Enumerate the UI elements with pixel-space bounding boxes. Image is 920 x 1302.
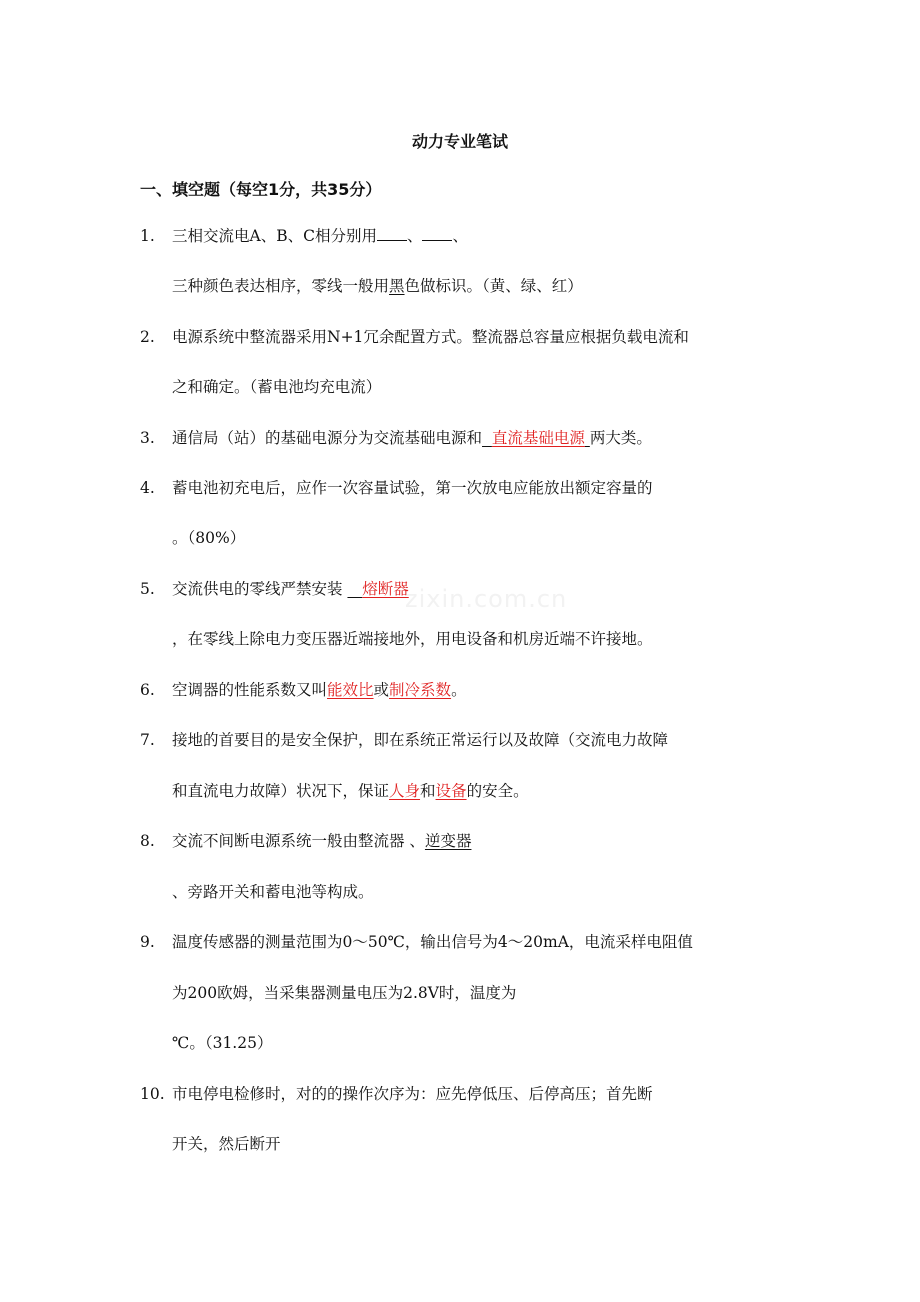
question-9-line-2: 为200欧姆，当采集器测量电压为2.8V时，温度为 <box>172 984 517 1002</box>
question-1-line-2 <box>172 276 583 296</box>
question-9-line-3: ℃。（31.25） <box>172 1034 273 1052</box>
question-7-line-2 <box>172 781 529 801</box>
question-8-line-2: 、旁路开关和蓄电池等构成。 <box>172 883 374 901</box>
question-text: 和直流电力故障）状况下，保证 <box>172 782 390 800</box>
separator: 、 <box>406 227 423 245</box>
answer-blank <box>422 226 452 241</box>
question-2-line-2: 之和确定。（蓄电池均充电流） <box>172 378 382 396</box>
question-text: 空调器的性能系数又叫 <box>172 681 328 699</box>
answer-blank-leading <box>482 429 492 447</box>
question-text: 通信局（站）的基础电源分为交流基础电源和 <box>172 429 483 447</box>
question-text: 。 <box>451 681 467 699</box>
question-4-line-2: 。（80%） <box>172 529 246 547</box>
question-9-line-1: 温度传感器的测量范围为0～50℃，输出信号为4～20mA，电流采样电阻值 <box>172 933 693 951</box>
section-heading: 一、填空题（每空1分，共35分） <box>140 180 382 199</box>
question-number: 9. <box>140 933 155 951</box>
question-7-line-1: 接地的首要目的是安全保护，即在系统正常运行以及故障（交流电力故障 <box>172 731 669 749</box>
question-number: 4. <box>140 479 155 497</box>
question-text: 色做标识。（黄、绿、红） <box>404 277 583 295</box>
question-4-line-1: 蓄电池初充电后，应作一次容量试验，第一次放电应能放出额定容量的 <box>172 479 653 497</box>
answer-text: 黑 <box>389 277 405 295</box>
question-number: 7. <box>140 731 155 749</box>
question-text: 的安全。 <box>466 782 529 800</box>
question-10-line-1: 市电停电检修时，对的的操作次序为：应先停低压、后停高压；首先断 <box>172 1085 653 1103</box>
question-number: 5. <box>140 580 155 598</box>
question-text: 三种颜色表达相序，零线一般用 <box>172 277 390 295</box>
question-number: 1. <box>140 227 155 245</box>
answer-text: 逆变器 <box>424 832 472 850</box>
answer-text: 制冷系数 <box>389 681 452 699</box>
question-3-line-1 <box>172 428 652 448</box>
question-6-line-1 <box>172 680 467 700</box>
question-8-line-1 <box>172 831 471 851</box>
answer-text: 人身 <box>389 782 421 800</box>
answer-text: 能效比 <box>327 681 374 699</box>
question-text: 两大类。 <box>589 429 652 447</box>
question-text: 交流不间断电源系统一般由整流器 、 <box>172 832 425 850</box>
answer-text: 设备 <box>435 782 467 800</box>
question-text: 或 <box>373 681 390 699</box>
question-number: 8. <box>140 832 155 850</box>
question-number: 6. <box>140 681 155 699</box>
answer-blank <box>377 226 407 241</box>
question-number: 10. <box>140 1085 165 1103</box>
question-10-line-2: 开关，然后断开 <box>172 1135 281 1153</box>
question-1-line-1 <box>172 226 468 246</box>
page-title: 动力专业笔试 <box>411 132 508 151</box>
question-number: 2. <box>140 328 155 346</box>
question-text: 三相交流电A、B、C相分别用 <box>172 227 377 245</box>
question-5-line-1 <box>172 579 409 599</box>
question-number: 3. <box>140 429 155 447</box>
separator: 、 <box>452 227 468 245</box>
question-5-line-2: ，在零线上除电力变压器近端接地外，用电设备和机房近端不许接地。 <box>172 630 653 648</box>
watermark: zixin.com.cn <box>405 585 568 613</box>
answer-blank-leading <box>347 580 362 598</box>
answer-text: 直流基础电源 <box>491 429 585 447</box>
question-2-line-1: 电源系统中整流器采用N+1冗余配置方式。整流器总容量应根据负载电流和 <box>172 328 689 346</box>
answer-text: 熔断器 <box>362 580 409 598</box>
question-text: 交流供电的零线严禁安装 <box>172 580 343 598</box>
question-text: 和 <box>420 782 436 800</box>
